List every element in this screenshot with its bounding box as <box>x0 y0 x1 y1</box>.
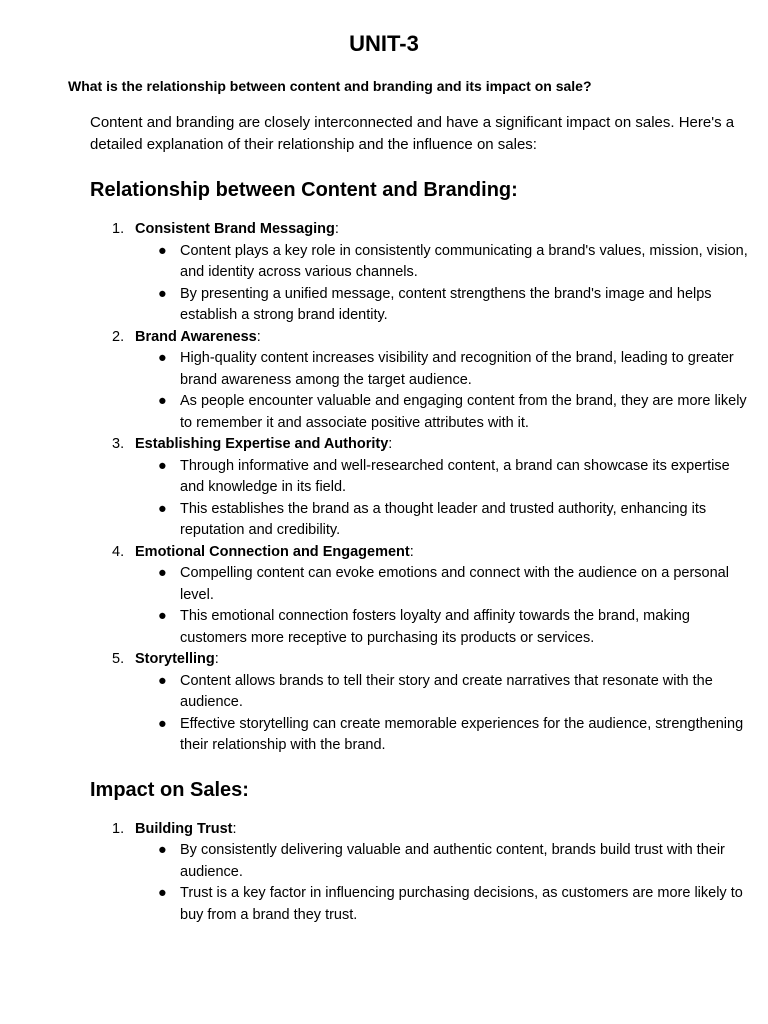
bullet-icon: ● <box>158 393 167 409</box>
sub-point-text: Through informative and well-researched content, a brand can showcase its expertise and knowledge in its field. <box>180 457 730 495</box>
sub-point-text: As people encounter valuable and engaging content from the brand, they are more likely to remember it and associate positive attributes with it. <box>180 393 747 431</box>
sub-list-item <box>135 883 750 926</box>
page-title: UNIT-3 <box>349 31 419 56</box>
point-title: Emotional Connection and Engagement <box>135 543 410 560</box>
list-item <box>90 327 750 435</box>
sub-list-item <box>135 391 750 434</box>
sub-point-text: Effective storytelling can create memorable experiences for the audience, strengthening their relationship with the brand. <box>180 715 744 753</box>
sub-point-text: Compelling content can evoke emotions and connect with the audience on a personal level. <box>180 565 729 603</box>
list-item <box>90 819 750 927</box>
sub-point-text: By consistently delivering valuable and authentic content, brands build trust with their audience. <box>180 842 725 880</box>
sub-list-item <box>135 840 750 883</box>
sub-list-item <box>135 606 750 649</box>
list-number: 5. <box>112 651 125 667</box>
bullet-icon: ● <box>158 285 167 302</box>
section-heading-impact-on-sales: Impact on Sales: <box>90 778 249 801</box>
point-title: Establishing Expertise and Authority <box>135 436 389 452</box>
point-colon: : <box>232 820 237 837</box>
bullet-icon: ● <box>158 608 167 624</box>
sub-list <box>135 348 750 434</box>
point-title: Brand Awareness <box>135 328 257 345</box>
bullet-icon: ● <box>158 350 167 366</box>
point-colon: : <box>214 651 219 667</box>
bullet-icon: ● <box>158 672 167 689</box>
sub-list-item <box>135 671 750 714</box>
sub-point-text: Trust is a key factor in influencing purchasing decisions, as customers are more likely to buy from a brand they trust. <box>180 885 743 923</box>
relationship-list <box>90 219 750 757</box>
point-title: Storytelling <box>135 651 215 667</box>
sub-point-text: Content plays a key role in consistently communicating a brand's values, mission, vision, and identity across various channels. <box>180 242 748 280</box>
sub-list-item <box>135 499 750 542</box>
sub-list-item <box>135 284 750 327</box>
sub-point-text: This emotional connection fosters loyalty and affinity towards the brand, making customers more receptive to purchasing its products or services. <box>180 608 690 646</box>
bullet-icon: ● <box>158 242 167 259</box>
sub-list-item <box>135 348 750 391</box>
sub-list-item <box>135 241 750 284</box>
sub-list-item <box>135 456 750 499</box>
list-item <box>90 219 750 327</box>
bullet-icon: ● <box>158 500 167 517</box>
list-item <box>90 434 750 542</box>
document-body <box>90 112 750 926</box>
question-heading: What is the relationship between content and branding and its impact on sale? <box>68 78 592 94</box>
list-number: 1. <box>112 221 125 237</box>
impact-list <box>90 819 750 927</box>
point-colon: : <box>334 221 339 237</box>
section-heading-relationship: Relationship between Content and Branding: <box>90 179 518 201</box>
bullet-icon: ● <box>158 565 167 581</box>
sub-list-item <box>135 714 750 757</box>
bullet-icon: ● <box>158 457 167 474</box>
sub-list <box>135 671 750 757</box>
sub-point-text: This establishes the brand as a thought leader and trusted authority, enhancing its reputation and credibility. <box>180 500 707 538</box>
bullet-icon: ● <box>158 885 167 901</box>
intro-paragraph: Content and branding are closely interconnected and have a significant impact on sales. Here's a detailed explanation of their relationship and the influence on sales: <box>90 114 735 153</box>
list-number: 4. <box>112 543 125 560</box>
point-title: Building Trust <box>135 820 233 837</box>
sub-list <box>135 563 750 649</box>
sub-list-item <box>135 563 750 606</box>
bullet-icon: ● <box>158 842 167 858</box>
sub-list <box>135 840 750 926</box>
sub-point-text: High-quality content increases visibility and recognition of the brand, leading to greater brand awareness among the target audience. <box>180 350 734 388</box>
list-item <box>90 649 750 757</box>
point-colon: : <box>388 436 393 452</box>
point-colon: : <box>409 543 414 560</box>
sub-point-text: By presenting a unified message, content strengthens the brand's image and helps establish a strong brand identity. <box>180 285 712 323</box>
list-number: 1. <box>112 820 125 837</box>
point-title: Consistent Brand Messaging <box>135 221 335 237</box>
point-colon: : <box>256 328 261 345</box>
sub-list <box>135 456 750 542</box>
list-number: 2. <box>112 328 125 345</box>
sub-list <box>135 241 750 327</box>
list-number: 3. <box>112 436 125 452</box>
bullet-icon: ● <box>158 715 167 732</box>
list-item <box>90 542 750 650</box>
sub-point-text: Content allows brands to tell their story and create narratives that resonate with the audience. <box>180 672 713 710</box>
